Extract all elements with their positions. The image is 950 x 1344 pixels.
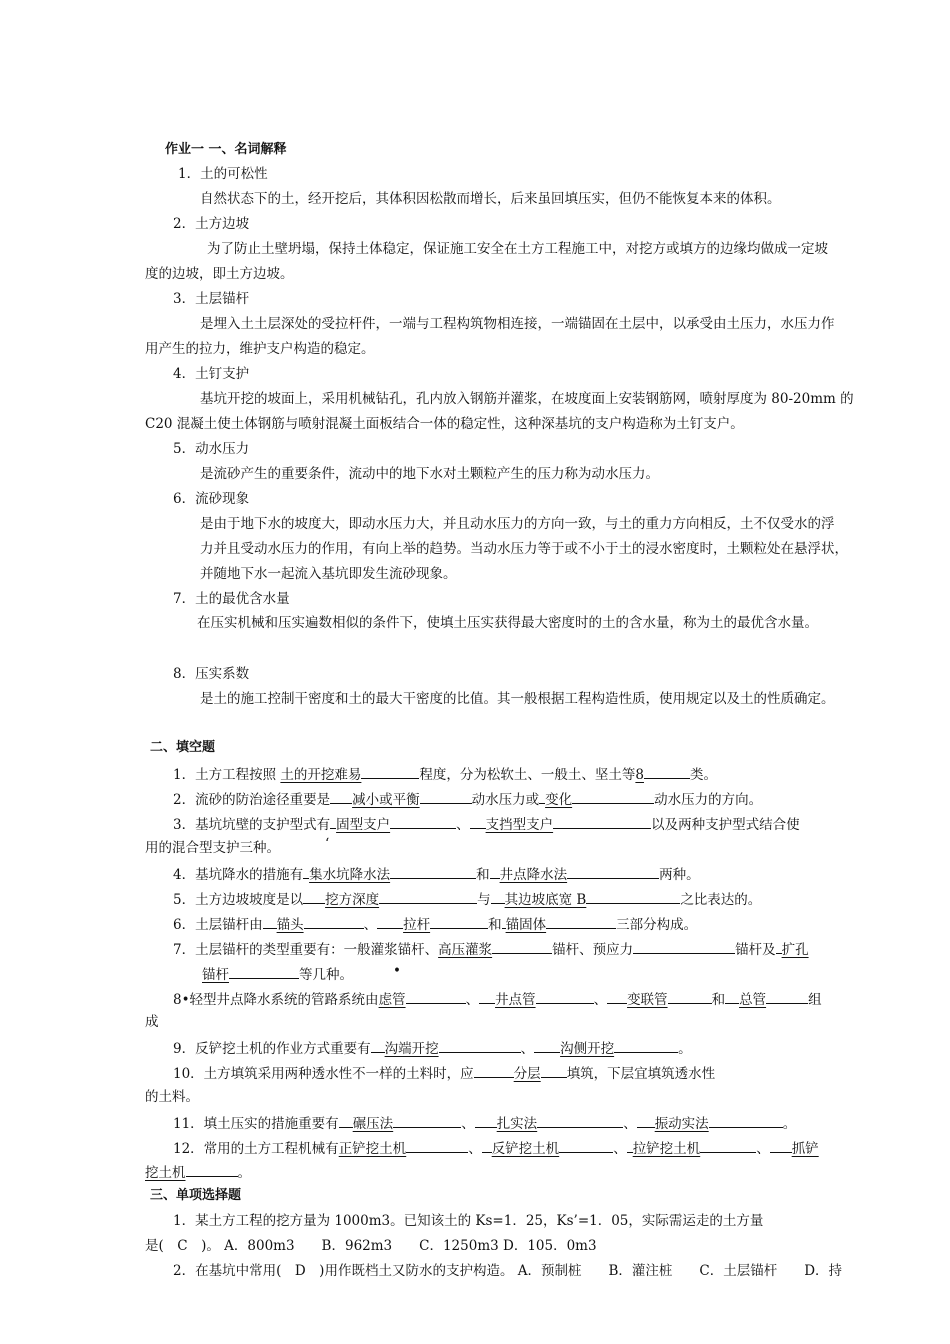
answer-blank: 总管 (739, 992, 767, 1008)
answer-blank: 虑管 (378, 992, 406, 1008)
answer-blank: 振动实法 (654, 1116, 709, 1132)
fill-question-9: 9．反铲挖土机的作业方式重要有 沟端开挖 、 沟侧开挖 。 (173, 1037, 692, 1059)
fill-question-11: 11．填土压实的措施重要有 碾压法 、 扎实法 、 振动实法 。 (173, 1112, 796, 1134)
section3-heading: 三、单项选择题 (150, 1188, 242, 1203)
term-3-title: 3．土层锚杆 (173, 291, 250, 307)
answer-blank: 沟端开挖 (384, 1041, 439, 1057)
fill-question-7-line2: 锚杆 等几种。 (202, 963, 353, 985)
answer-blank: 拉铲挖土机 (632, 1141, 701, 1157)
answer-blank: 井点管 (495, 992, 536, 1008)
section2-heading: 二、填空题 (150, 740, 216, 755)
answer-blank: 井点降水法 (499, 867, 568, 883)
fill-question-6: 6．土层锚杆由 锚头 、 拉杆 和 锚固体 三部分构成。 (173, 913, 697, 935)
term-6-definition-line3: 并随地下水一起流入基坑即发生流砂现象。 (200, 566, 457, 582)
choice-question-1-line2: 是( C )。 A．800m3 B．962m3 C．1250m3 D．105．0m3 (145, 1238, 597, 1254)
answer-blank: 碾压法 (352, 1116, 394, 1132)
answer-blank: 反铲挖土机 (491, 1141, 560, 1157)
answer-blank: 沟侧开挖 (560, 1041, 615, 1057)
answer-blank: 抓铲 (791, 1141, 819, 1157)
answer-blank: 扎实法 (496, 1116, 538, 1132)
term-4-definition-line2: C20 混凝土使土体钢筋与喷射混凝土面板结合一体的稳定性，这种深基坑的支户构造称为土钉支户。 (145, 416, 744, 432)
term-5-title: 5．动水压力 (173, 441, 250, 457)
choice-question-1-line1: 1．某土方工程的挖方量为 1000m3。已知该土的 Ks=1．25，Ks’=1．05，实际需运走的土方量 (173, 1213, 764, 1229)
term-4-title: 4．土钉支护 (173, 366, 250, 382)
term-8-title: 8．压实系数 (173, 666, 250, 682)
answer-blank: 扩孔 (781, 942, 809, 958)
stray-mark: • (393, 963, 401, 979)
fill-question-2: 2．流砂的防治途径重要是 减小或平衡 动水压力或 变化 动水压力的方向。 (173, 788, 762, 810)
section1-heading: 作业一 一、名词解释 (165, 142, 287, 157)
term-4-definition-line1: 基坑开挖的坡面上，采用机械钻孔，孔内放入钢筋并灌浆，在坡度面上安装钢筋网，喷射厚度为 80-20mm 的 (200, 391, 854, 407)
term-2-definition-line2: 度的边坡，即土方边坡。 (145, 266, 294, 282)
fill-question-5: 5．土方边坡坡度是以 挖方深度 与 其边坡底宽 B 之比表达的。 (173, 888, 761, 910)
answer-blank: 拉杆 (403, 917, 431, 933)
answer-blank: 减小或平衡 (352, 792, 420, 808)
fill-question-7: 7．土层锚杆的类型重要有：一般灌浆锚杆、高压灌浆 锚杆、预应力 锚杆及 扩孔 (173, 938, 809, 960)
fill-question-1: 1．土方工程按照 土的开挖难易 程度，分为松软土、一般土、坚土等8 类。 (173, 763, 717, 785)
fill-question-10: 10．土方填筑采用两种透水性不一样的土料时，应 分层 填筑，下层宜填筑透水性 (173, 1062, 715, 1084)
term-7-title: 7．土的最优含水量 (173, 591, 290, 607)
answer-blank: 正铲挖土机 (338, 1141, 407, 1157)
term-1-definition: 自然状态下的土，经开挖后，其体积因松散而增长，后来虽回填压实，但仍不能恢复本来的体积。 (200, 191, 781, 207)
term-1-title: 1．土的可松性 (178, 166, 268, 182)
term-6-definition-line1: 是由于地下水的坡度大，即动水压力大，并且动水压力的方向一致，与土的重力方向相反，土不仅受水的浮 (200, 516, 835, 532)
answer-blank: 集水坑降水法 (309, 867, 391, 883)
answer-blank: 锚头 (276, 917, 304, 933)
answer-blank: 支挡型支户 (485, 817, 554, 833)
fill-question-12-line2: 挖土机 。 (145, 1161, 251, 1183)
fill-question-10-line2: 的土料。 (145, 1089, 199, 1105)
fill-question-8: 8•轻型井点降水系统的管路系统由虑管 、 井点管 、 变联管 和 总管 组 (173, 988, 822, 1010)
term-6-definition-line2: 力并且受动水压力的作用，有向上举的趋势。当动水压力等于或不小于土的浸水密度时，土颗粒处在悬浮状， (200, 541, 848, 557)
answer-blank: 挖土机 (145, 1165, 186, 1181)
term-7-definition: 在压实机械和压实遍数相似的条件下，使填土压实获得最大密度时的土的含水量，称为土的最优含水量。 (197, 615, 818, 631)
stray-mark: ‘ (325, 836, 330, 852)
answer-blank: 分层 (513, 1066, 541, 1082)
answer-blank: 变化 (545, 792, 573, 808)
term-6-title: 6．流砂现象 (173, 491, 250, 507)
answer-blank: 高压灌浆 (438, 942, 493, 958)
fill-question-12: 12．常用的土方工程机械有正铲挖土机 、 反铲挖土机 、 拉铲挖土机 、 抓铲 (173, 1137, 819, 1159)
term-3-definition-line2: 用产生的拉力，维护支户构造的稳定。 (145, 341, 375, 357)
answer-blank: 锚固体 (505, 917, 547, 933)
answer-blank: 固型支户 (336, 817, 391, 833)
answer-blank: 锚杆 (202, 967, 229, 983)
term-8-definition: 是土的施工控制干密度和土的最大干密度的比值。其一般根据工程构造性质，使用规定以及土的性质确定。 (200, 691, 835, 707)
choice-question-2-line1: 2．在基坑中常用( D )用作既档土又防水的支护构造。 A．预制桩 B．灌注桩 C．土层锚杆 D．持 (173, 1263, 843, 1279)
answer-blank: 土的开挖难易 (280, 767, 362, 783)
answer-blank: 挖方深度 (325, 892, 380, 908)
answer-blank: 其边坡底宽 B (504, 892, 587, 908)
term-2-definition-line1: 为了防止土壁坍塌，保持土体稳定，保证施工安全在土方工程施工中，对挖方或填方的边缘均做成一定坡 (207, 241, 828, 257)
answer-blank: 8 (635, 767, 644, 783)
fill-question-4: 4．基坑降水的措施有 集水坑降水法 和 井点降水法 两种。 (173, 863, 700, 885)
fill-question-8-line2: 成 (145, 1014, 159, 1030)
answer-blank: 变联管 (627, 992, 668, 1008)
fill-question-3: 3．基坑坑壁的支护型式有 固型支户 、 支挡型支户 以及两种支护型式结合使 (173, 813, 800, 835)
fill-question-3-line2: 用的混合型支护三种。 (145, 840, 280, 856)
term-2-title: 2．土方边坡 (173, 216, 250, 232)
term-5-definition: 是流砂产生的重要条件，流动中的地下水对土颗粒产生的压力称为动水压力。 (200, 466, 659, 482)
term-3-definition-line1: 是埋入土土层深处的受拉杆件，一端与工程构筑物相连接，一端锚固在土层中，以承受由土压力，水压力作 (200, 316, 835, 332)
